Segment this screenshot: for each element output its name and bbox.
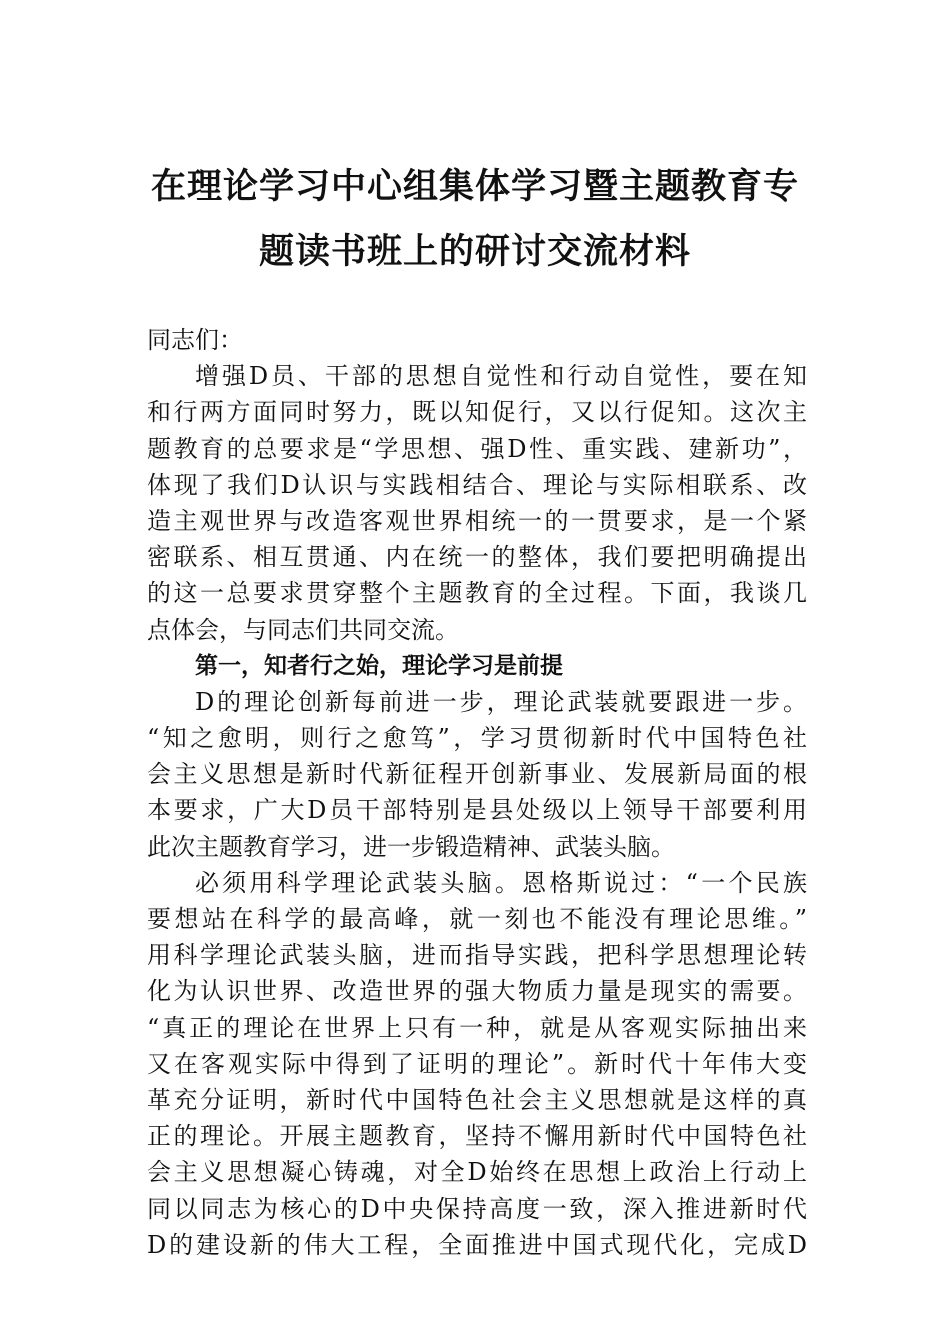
paragraph-line: 本要求，广大D员干部特别是县处级以上领导干部要利用 [147,796,807,825]
paragraph-line: 会主义思想是新时代新征程开创新事业、发展新局面的根 [147,760,807,789]
paragraph-line: 的这一总要求贯穿整个主题教育的全过程。下面，我谈几 [147,579,807,608]
paragraph-line: D的理论创新每前进一步，理论武装就要跟进一步。 [195,687,807,716]
document-body [147,322,807,1263]
paragraph-line: 造主观世界与改造客观世界相统一的一贯要求，是一个紧 [147,506,807,535]
paragraph-line: 和行两方面同时努力，既以知促行，又以行促知。这次主 [147,398,807,427]
paragraph-line: 同志们： [147,326,243,354]
document-title-line-2: 题读书班上的研讨交流材料 [258,232,691,272]
paragraph-line: 同以同志为核心的D中央保持高度一致，深入推进新时代 [147,1194,807,1223]
paragraph-line: 会主义思想凝心铸魂，对全D始终在思想上政治上行动上 [147,1158,807,1187]
paragraph-line: 增强D员、干部的思想自觉性和行动自觉性，要在知 [195,362,807,391]
section-heading: 第一，知者行之始，理论学习是前提 [195,652,563,679]
paragraph-line: 又在客观实际中得到了证明的理论”。新时代十年伟大变 [147,1049,807,1078]
paragraph-line: 点体会，与同志们共同交流。 [147,615,459,644]
paragraph-line: 化为认识世界、改造世界的强大物质力量是现实的需要。 [147,977,807,1006]
paragraph-line: 此次主题教育学习，进一步锻造精神、武装头脑。 [147,832,675,861]
paragraph-line: 用科学理论武装头脑，进而指导实践，把科学思想理论转 [147,941,807,970]
paragraph-line: “真正的理论在世界上只有一种，就是从客观实际抽出来 [147,1013,807,1042]
paragraph-line: 题教育的总要求是“学思想、强D性、重实践、建新功”， [147,434,807,463]
paragraph-line: 革充分证明，新时代中国特色社会主义思想就是这样的真 [147,1085,807,1114]
paragraph-line: 密联系、相互贯通、内在统一的整体，我们要把明确提出 [147,543,807,572]
paragraph-line: 正的理论。开展主题教育，坚持不懈用新时代中国特色社 [147,1122,807,1151]
paragraph-line: 必须用科学理论武装头脑。恩格斯说过：“一个民族 [195,868,807,897]
paragraph-line: “知之愈明，则行之愈笃”，学习贯彻新时代中国特色社 [147,724,807,753]
paragraph-line: D的建设新的伟大工程，全面推进中国式现代化，完成D [147,1230,807,1259]
document-title-line-1: 在理论学习中心组集体学习暨主题教育专 [150,167,799,207]
paragraph-line: 要想站在科学的最高峰，就一刻也不能没有理论思维。” [147,905,807,933]
paragraph-line: 体现了我们D认识与实践相结合、理论与实际相联系、改 [147,470,807,499]
